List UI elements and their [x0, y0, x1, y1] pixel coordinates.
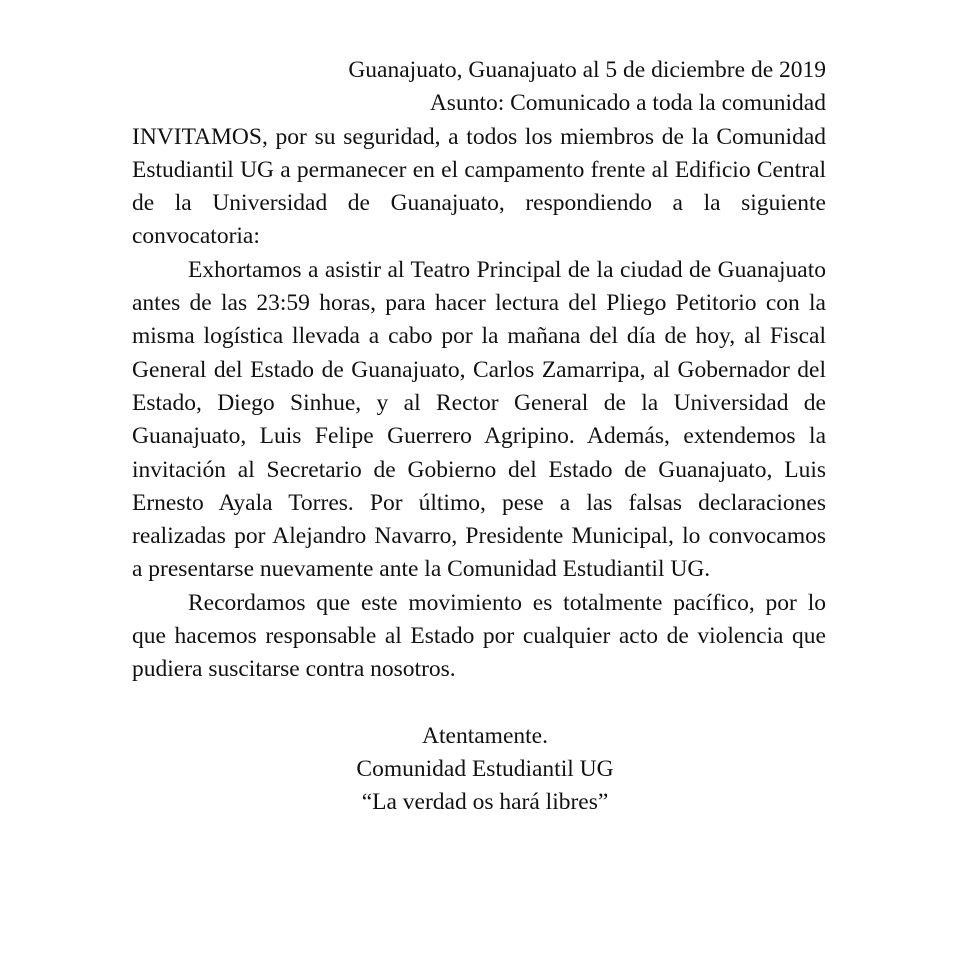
- closing-signatory: Comunidad Estudiantil UG: [356, 755, 614, 782]
- paragraph-invitation: INVITAMOS, por su seguridad, a todos los miembros de la Comunidad Estudiantil UG a permanecer en el campamento frente al Edificio Central de la Universidad de Guanajuato, respondiendo a la siguiente convocatoria:: [132, 123, 826, 250]
- paragraph-peaceful-statement: Recordamos que este movimiento es totalmente pacífico, por lo que hacemos responsable al Estado por cualquier acto de violencia que pudiera suscitarse contra nosotros.: [132, 589, 826, 683]
- communique-document: [132, 54, 826, 820]
- closing-salutation: Atentamente.: [422, 722, 548, 749]
- place-date-line: Guanajuato, Guanajuato al 5 de diciembre de 2019: [348, 57, 826, 83]
- paragraph-convocation: Exhortamos a asistir al Teatro Principal de la ciudad de Guanajuato antes de las 23:59 horas, para hacer lectura del Pliego Petitorio con la misma logística llevada a cabo por la mañana del día de hoy, al Fiscal General del Estado de Guanajuato, Carlos Zamarripa, al Gobernador del Estado, Diego Sinhue, y al Rector General de la Universidad de Guanajuato, Luis Felipe Guerrero Agripino. Además, extendemos la invitación al Secretario de Gobierno del Estado de Guanajuato, Luis Ernesto Ayala Torres. Por último, pese a las falsas declaraciones realizadas por Alejandro Navarro, Presidente Municipal, lo convocamos a presentarse nuevamente ante la Comunidad Estudiantil UG.: [132, 256, 826, 583]
- closing-block: [132, 720, 826, 820]
- subject-line: Asunto: Comunicado a toda la comunidad: [429, 90, 826, 117]
- closing-motto: “La verdad os hará libres”: [361, 789, 609, 816]
